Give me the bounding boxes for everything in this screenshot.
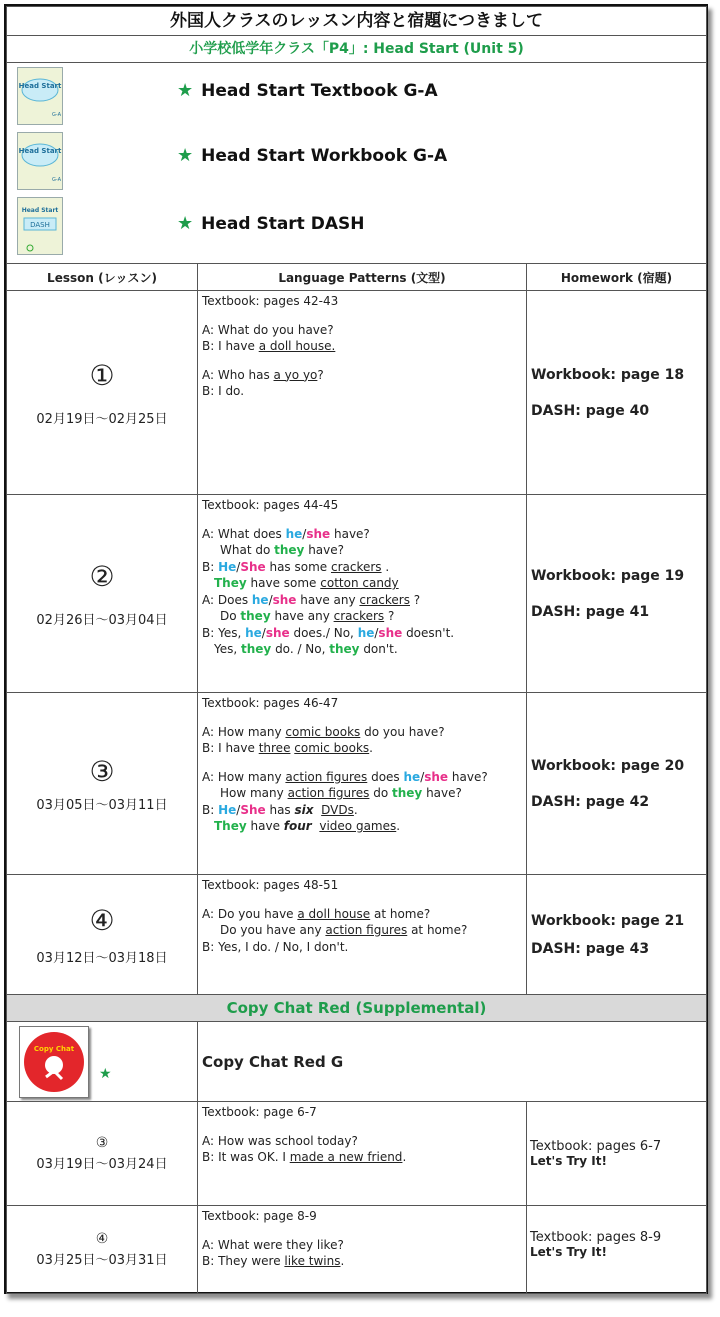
lesson-row-2 [7, 495, 707, 693]
language-patterns: Textbook: pages 48-51 A: Do you have a doll house at home? Do you have any action figures at home? B: Yes, I do. / No, I don't. [198, 875, 527, 995]
lesson-number: ③ [95, 1135, 109, 1151]
language-patterns: Textbook: page 6-7 A: How was school today? B: It was OK. I made a new friend. [198, 1102, 527, 1206]
svg-text:G-A: G-A [52, 112, 61, 118]
svg-text:G-A: G-A [52, 177, 61, 183]
lesson-date: 02月19日〜02月25日 [36, 411, 168, 427]
star-icon: ★ [177, 80, 194, 101]
lesson-number: ① [89, 358, 115, 392]
book-label-workbook: Head Start Workbook G-A [201, 146, 448, 166]
dash-cover-image [17, 197, 63, 255]
homework: Textbook: pages 6-7 Let's Try It! [527, 1102, 707, 1206]
copychat-title: Copy Chat Red G [198, 1022, 707, 1102]
svg-text:Head Start: Head Start [18, 82, 62, 90]
star-icon: ★ [177, 145, 194, 166]
book-label-textbook: Head Start Textbook G-A [201, 81, 438, 101]
svg-text:DASH: DASH [30, 221, 50, 229]
language-patterns: Textbook: page 8-9 A: What were they like? B: They were like twins. [198, 1206, 527, 1294]
copychat-cover-image [19, 1026, 89, 1098]
svg-text:Head Start: Head Start [21, 207, 59, 214]
language-patterns: Textbook: pages 46-47 A: How many comic books do you have? B: I have three comic books. A: How many action figures does he/she have? How many action figures do they have? B: He/She has six DVDs. They have four video games. [198, 693, 527, 875]
book-label-dash: Head Start DASH [201, 214, 365, 234]
workbook-cover-image [17, 132, 63, 190]
textbook-cover-icon [18, 68, 62, 124]
star-icon: ★ [99, 1066, 112, 1082]
language-patterns: Textbook: pages 42-43 A: What do you have? B: I have a doll house. A: Who has a yo yo? B: I do. [198, 291, 527, 495]
supplemental-header: Copy Chat Red (Supplemental) [7, 995, 707, 1022]
homework: Workbook: page 21 DASH: page 43 [527, 875, 707, 995]
book-workbook [7, 128, 706, 193]
star-icon: ★ [177, 213, 194, 234]
homework: Workbook: page 19 DASH: page 41 [527, 495, 707, 693]
lesson-number: ② [89, 559, 115, 593]
lesson-date: 03月19日〜03月24日 [36, 1157, 168, 1172]
page-title: 外国人クラスのレッスン内容と宿題につきまして [7, 7, 707, 36]
copychat-cover-icon [20, 1027, 88, 1097]
header-lesson: Lesson (レッスン) [7, 264, 198, 291]
book-dash [7, 193, 706, 258]
document-sheet [4, 4, 708, 1294]
lesson-number: ④ [95, 1231, 109, 1247]
class-subtitle: 小学校低学年クラス「P4」: Head Start (Unit 5) [7, 36, 707, 63]
header-patterns: Language Patterns (文型) [198, 264, 527, 291]
lesson-date: 03月12日〜03月18日 [36, 950, 168, 966]
lesson-number: ③ [89, 754, 115, 788]
textbook-cover-image [17, 67, 63, 125]
lesson-date: 03月05日〜03月11日 [36, 797, 168, 813]
lesson-row-1 [7, 291, 707, 495]
dash-cover-icon [18, 198, 62, 254]
lesson-table [6, 6, 707, 1294]
workbook-cover-icon [18, 133, 62, 189]
lesson-row-4 [7, 875, 707, 995]
header-homework: Homework (宿題) [527, 264, 707, 291]
language-patterns: Textbook: pages 44-45 A: What does he/she have? What do they have? B: He/She has some crackers . They have some cotton candy A: Does he/she have any crackers ? Do they have any crackers ? B: Yes, he/she does./ No, he/she doesn't. Yes, they do. / No, they don't. [198, 495, 527, 693]
cc-lesson-row-4 [7, 1206, 707, 1294]
lesson-date: 02月26日〜03月04日 [36, 612, 168, 628]
book-textbook [7, 63, 706, 128]
lesson-date: 03月25日〜03月31日 [36, 1253, 168, 1268]
cc-lesson-row-3 [7, 1102, 707, 1206]
svg-text:Head Start: Head Start [18, 147, 62, 155]
lesson-number: ④ [89, 903, 115, 937]
homework: Workbook: page 18 DASH: page 40 [527, 291, 707, 495]
svg-text:Copy Chat: Copy Chat [33, 1045, 75, 1053]
homework: Textbook: pages 8-9 Let's Try It! [527, 1206, 707, 1294]
lesson-row-3 [7, 693, 707, 875]
homework: Workbook: page 20 DASH: page 42 [527, 693, 707, 875]
copychat-row [7, 1022, 707, 1102]
